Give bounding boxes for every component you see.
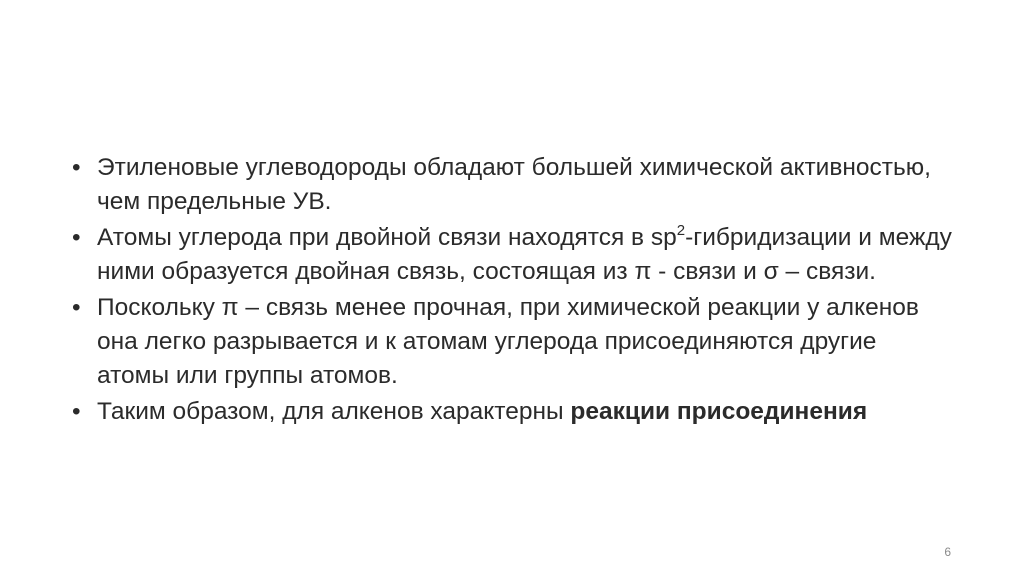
superscript: 2 — [676, 222, 686, 239]
bullet-text-regular: Таким образом, для алкенов характерны — [97, 398, 571, 425]
bullet-dot: • — [72, 398, 81, 425]
bullet-item-3 — [72, 291, 952, 393]
bullet-dot: • — [72, 154, 81, 181]
bullet-text — [97, 224, 952, 285]
bullet-text-before: Атомы углерода при двойной связи находятся в sp — [97, 224, 677, 251]
bullet-text: Поскольку π – связь менее прочная, при химической реакции у алкенов она легко разрывается и к атомам углерода присоединяются другие атомы или группы атомов. — [97, 294, 919, 389]
bullet-list — [72, 151, 952, 431]
bullet-item-2 — [72, 221, 952, 289]
bullet-text: Этиленовые углеводороды обладают большей химической активностью, чем предельные УВ. — [97, 154, 931, 215]
bullet-dot: • — [72, 294, 81, 321]
page-number: 6 — [944, 545, 951, 559]
bullet-text — [97, 398, 867, 425]
bullet-item-1 — [72, 151, 952, 219]
bullet-dot: • — [72, 224, 81, 251]
bullet-text-after: -гибридизации и между ними образуется двойная связь, состоящая из π - связи и σ – связи. — [97, 224, 952, 285]
bullet-text-bold: реакции присоединения — [570, 398, 868, 425]
bullet-item-4 — [72, 395, 952, 429]
